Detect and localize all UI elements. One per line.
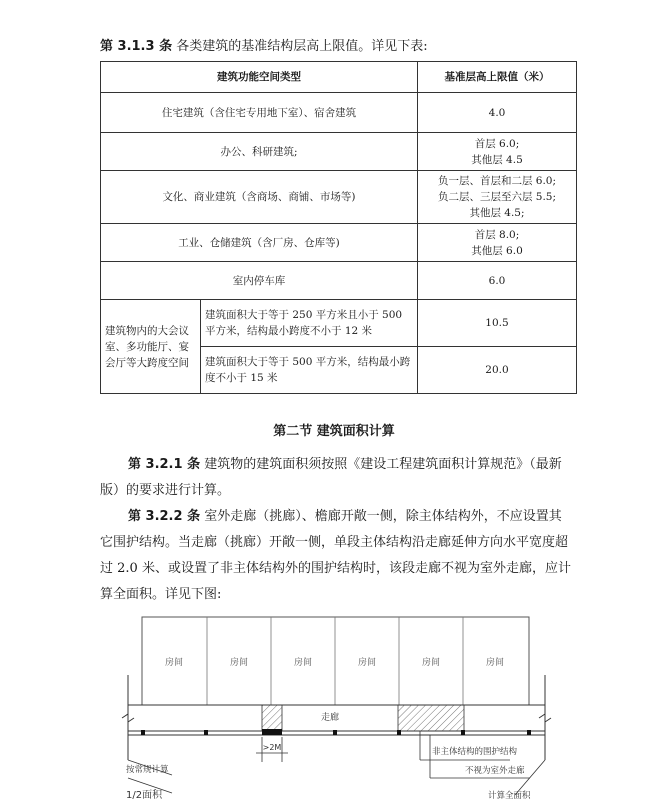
row-type: 住宅建筑（含住宅专用地下室）、宿舍建筑 — [101, 93, 418, 133]
corridor-diagram — [0, 600, 668, 808]
clause-number: 第 3.2.2 条 — [128, 509, 201, 524]
row-type: 办公、科研建筑; — [101, 133, 418, 171]
hall-condition: 建筑面积大于等于 500 平方米，结构最小跨度不小于 15 米 — [201, 347, 418, 394]
clause-number: 第 3.1.3 条 — [100, 39, 173, 54]
hall-limit: 10.5 — [418, 300, 577, 347]
clause-3-1-3 — [100, 34, 572, 60]
clause-number: 第 3.2.1 条 — [128, 457, 201, 472]
row-limit: 首层 8.0; 其他层 6.0 — [418, 224, 577, 262]
room-label: 房间 — [485, 658, 505, 668]
columns — [141, 729, 531, 735]
row-limit: 负一层、首层和二层 6.0; 负二层、三层至六层 5.5; 其他层 4.5; — [418, 171, 577, 224]
dimension-label: >2M — [262, 743, 282, 752]
room-label: 房间 — [357, 658, 377, 668]
clause-3-2-2 — [100, 504, 572, 608]
hall-condition: 建筑面积大于等于 250 平方米且小于 500 平方米，结构最小跨度不小于 12 米 — [201, 300, 418, 347]
by-rule-label: 按常规计算 — [126, 765, 169, 775]
room-label: 房间 — [229, 658, 249, 668]
clause-text: 建筑物的建筑面积须按照《建设工程建筑面积计算规范》（最新版）的要求进行计算。 — [100, 457, 562, 498]
corridor-label: 走廊 — [320, 713, 340, 723]
half-area-label: 1/2面积 — [126, 790, 163, 801]
room-label: 房间 — [293, 658, 313, 668]
row-limit: 4.0 — [418, 93, 577, 133]
enclosure-segment — [398, 705, 464, 731]
rooms-outline — [142, 617, 529, 705]
full-area-label: 计算全面积 — [488, 791, 531, 801]
row-type: 文化、商业建筑（含商场、商铺、市场等) — [101, 171, 418, 224]
main-structure-segment — [262, 705, 282, 731]
storey-height-table — [100, 61, 577, 394]
hall-label: 建筑物内的大会议室、多功能厅、宴会厅等大跨度空间 — [101, 300, 201, 394]
row-type: 室内停车库 — [101, 262, 418, 300]
header-type: 建筑功能空间类型 — [101, 62, 418, 93]
clause-text: 各类建筑的基准结构层高上限值。详见下表: — [176, 39, 428, 54]
not-outdoor-label: 不视为室外走廊 — [465, 766, 525, 776]
row-limit: 首层 6.0; 其他层 4.5 — [418, 133, 577, 171]
room-label: 房间 — [164, 658, 184, 668]
room-label: 房间 — [421, 658, 441, 668]
row-limit: 6.0 — [418, 262, 577, 300]
section-title: 第二节 建筑面积计算 — [273, 424, 395, 439]
header-limit: 基准层高上限值（米） — [418, 62, 577, 93]
nonmain-enclosure-label: 非主体结构的围护结构 — [432, 747, 518, 757]
hall-limit: 20.0 — [418, 347, 577, 394]
clause-text: 室外走廊（挑廊）、檐廊开敞一侧，除主体结构外，不应设置其它围护结构。当走廊（挑廊）开敞一侧，单段主体结构沿走廊延伸方向水平宽度超过 2.0 米、或设置了非主体结构外的围护结构时，该段走廊不视为室外走廊，应计算全面积。详见下图: — [100, 509, 571, 602]
clause-3-2-1 — [100, 452, 572, 504]
row-type: 工业、仓储建筑（含厂房、仓库等) — [101, 224, 418, 262]
